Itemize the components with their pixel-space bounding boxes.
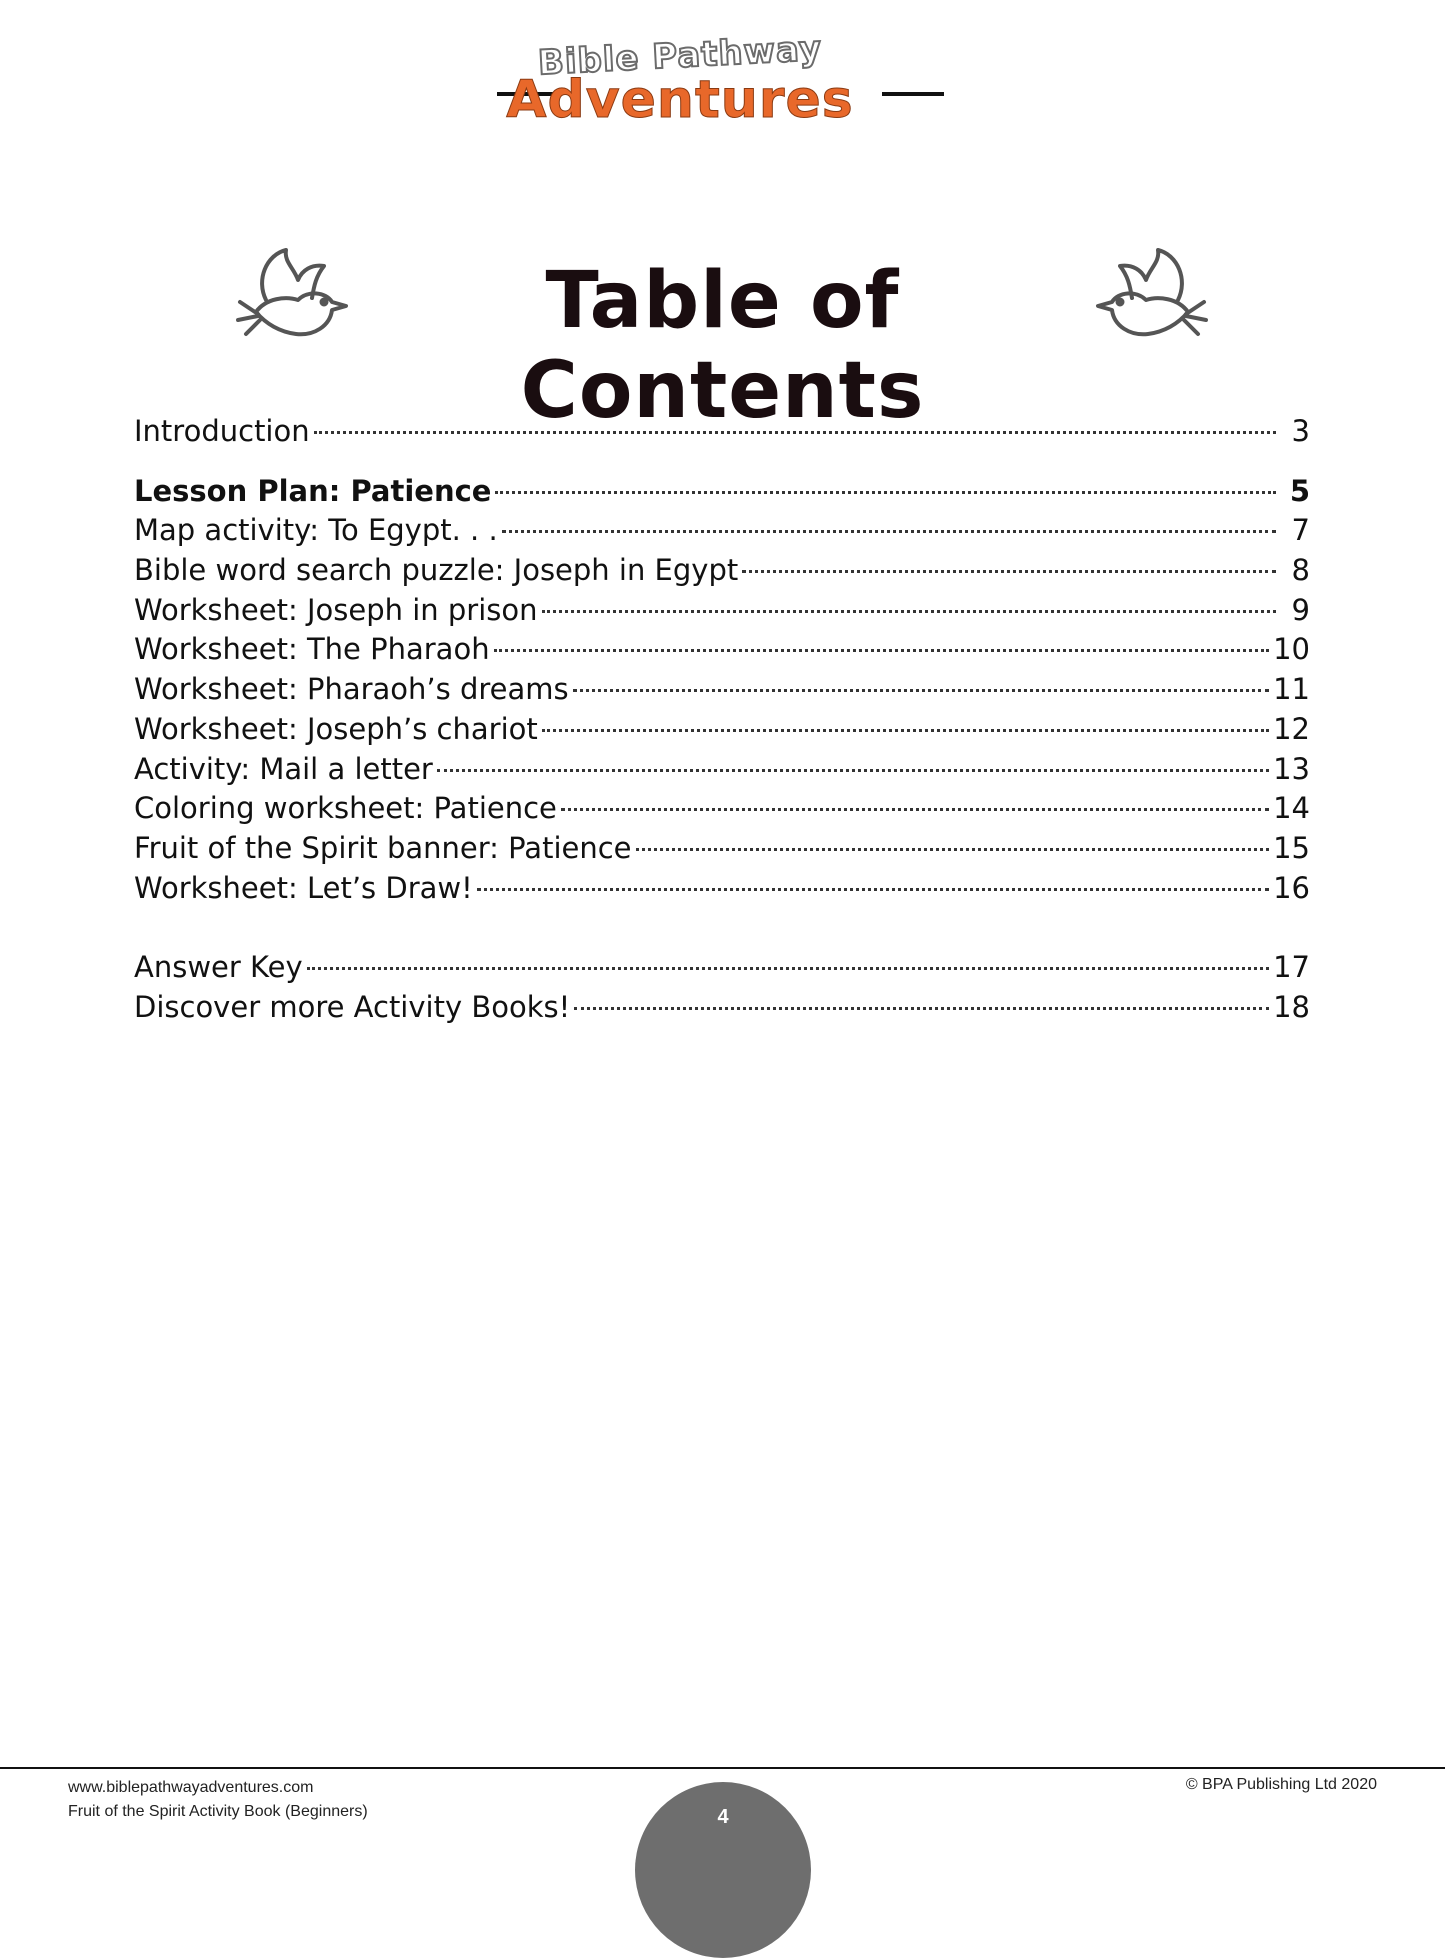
toc-page: 16 — [1273, 870, 1310, 905]
footer-left — [68, 1776, 368, 1824]
toc-entry[interactable] — [134, 593, 1310, 633]
dot-leader — [742, 570, 1276, 573]
dot-leader — [437, 769, 1269, 772]
toc-entry[interactable] — [134, 632, 1310, 672]
dot-leader — [574, 1007, 1269, 1010]
toc-entry[interactable] — [134, 990, 1310, 1030]
page-number: 4 — [717, 1806, 729, 1828]
dot-leader — [307, 967, 1269, 970]
toc-label: Worksheet: Let’s Draw! — [134, 870, 473, 905]
dove-icon — [236, 240, 356, 350]
dot-leader — [494, 649, 1270, 652]
toc-label: Discover more Activity Books! — [134, 989, 571, 1024]
toc-page: 13 — [1273, 751, 1310, 786]
dot-leader — [495, 491, 1276, 494]
toc-label: Answer Key — [134, 950, 303, 985]
logo-line2: Adventures — [506, 70, 854, 130]
toc-entry[interactable] — [134, 950, 1310, 990]
page-title: Table of Contents — [520, 256, 925, 436]
toc-page: 17 — [1273, 950, 1310, 985]
toc-page: 10 — [1273, 632, 1310, 667]
toc-entry[interactable] — [134, 414, 1310, 454]
dot-leader — [542, 610, 1277, 613]
logo-dash-right — [882, 92, 944, 96]
toc-entry[interactable] — [134, 831, 1310, 871]
toc-page: 3 — [1291, 414, 1310, 448]
toc-page: 12 — [1273, 711, 1310, 746]
toc-label: Activity: Mail a letter — [134, 751, 433, 786]
dot-leader — [477, 888, 1269, 891]
toc-label: Introduction — [134, 414, 310, 448]
toc-page: 18 — [1273, 989, 1310, 1024]
dot-leader — [502, 530, 1276, 533]
toc-page: 14 — [1273, 791, 1310, 826]
logo-line1: Bible Pathway — [536, 28, 824, 84]
toc-entry[interactable] — [134, 871, 1310, 911]
toc-label: Map activity: To Egypt. . . — [134, 513, 498, 548]
toc-page: 7 — [1291, 513, 1310, 548]
toc-entry[interactable] — [134, 712, 1310, 752]
toc-label: Worksheet: The Pharaoh — [134, 632, 490, 667]
toc-label: Coloring worksheet: Patience — [134, 791, 557, 826]
toc-label: Bible word search puzzle: Joseph in Egypt — [134, 553, 739, 588]
toc-entry[interactable] — [134, 553, 1310, 593]
toc-label: Worksheet: Pharaoh’s dreams — [134, 672, 569, 707]
dove-icon — [1088, 240, 1208, 350]
dot-leader — [573, 689, 1269, 692]
footer-book-title: Fruit of the Spirit Activity Book (Beginners) — [68, 1803, 368, 1820]
dot-leader — [636, 848, 1270, 851]
footer-copyright: © BPA Publishing Ltd 2020 — [1185, 1776, 1377, 1793]
toc-entry[interactable] — [134, 791, 1310, 831]
dot-leader — [561, 808, 1269, 811]
toc-page: 8 — [1291, 553, 1310, 588]
toc-entry[interactable] — [134, 672, 1310, 712]
toc-label: Worksheet: Joseph’s chariot — [134, 711, 538, 746]
toc-page: 11 — [1273, 672, 1310, 707]
footer-website: www.biblepathwayadventures.com — [68, 1779, 314, 1796]
table-of-contents — [134, 414, 1310, 1030]
logo — [490, 28, 870, 138]
toc-page: 15 — [1273, 830, 1310, 865]
toc-label: Worksheet: Joseph in prison — [134, 592, 538, 627]
toc-entry[interactable] — [134, 752, 1310, 792]
toc-label: Fruit of the Spirit banner: Patience — [134, 830, 632, 865]
dot-leader — [314, 431, 1276, 434]
toc-label: Lesson Plan: Patience — [134, 473, 492, 508]
toc-page: 5 — [1289, 473, 1310, 508]
dot-leader — [542, 729, 1269, 732]
toc-entry[interactable] — [134, 513, 1310, 553]
toc-entry[interactable] — [134, 474, 1310, 514]
toc-page: 9 — [1291, 592, 1310, 627]
footer-divider — [0, 1767, 1445, 1769]
